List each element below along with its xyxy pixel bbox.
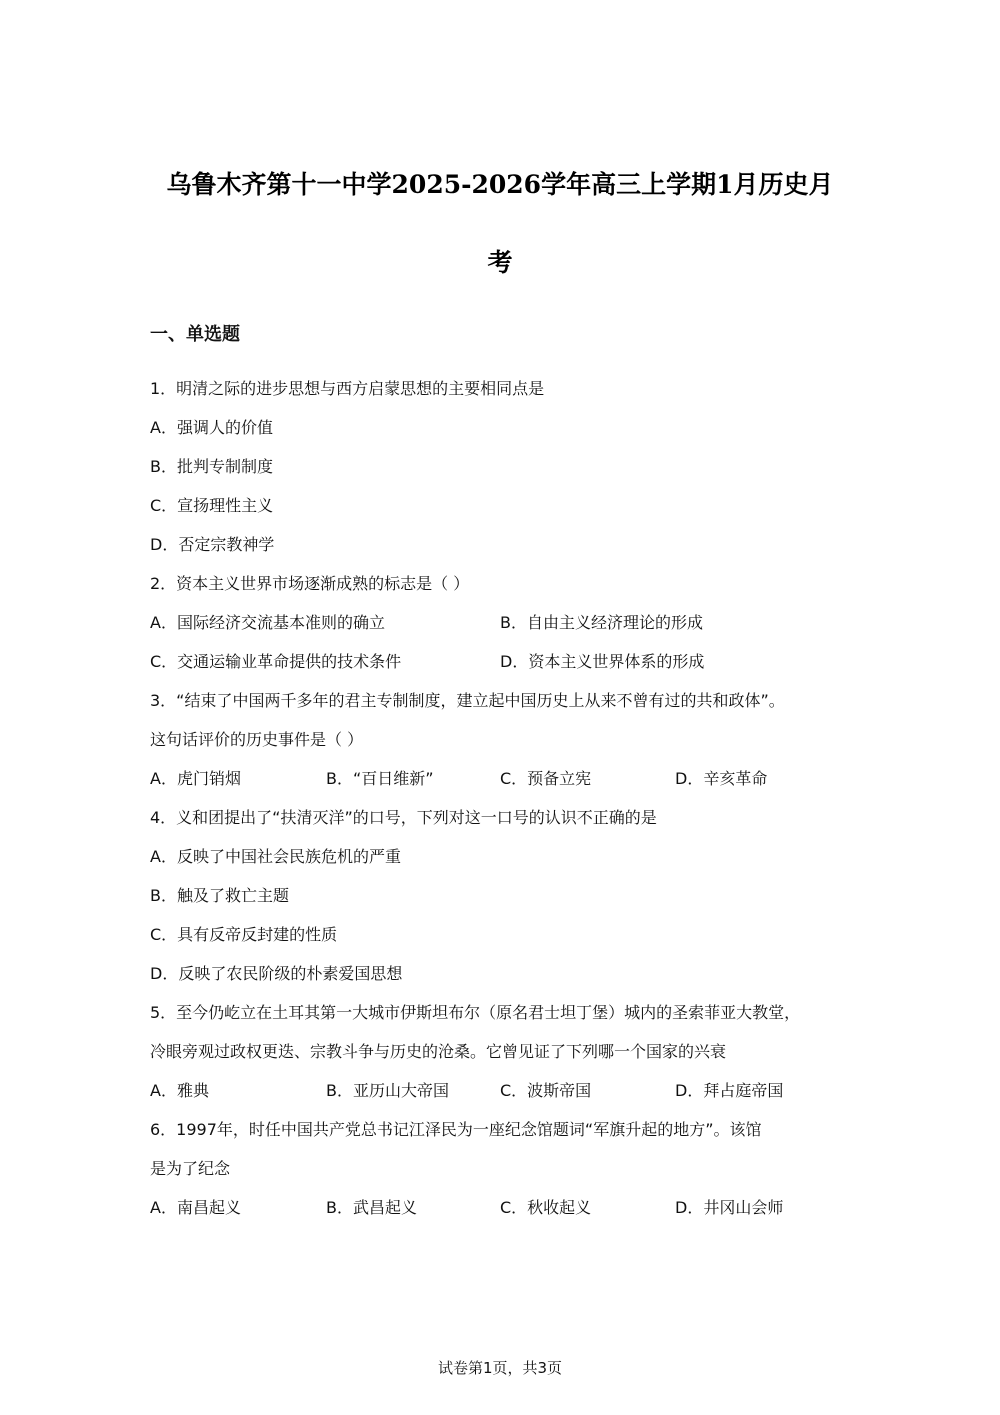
question-3-option-c[interactable]: C．预备立宪 [500,769,592,788]
section-heading: 一、单选题 [150,324,240,345]
question-2-option-a[interactable]: A．国际经济交流基本准则的确立 [150,613,385,632]
question-5-option-d[interactable]: D．拜占庭帝国 [675,1081,784,1100]
question-3-stem-line-2: 这句话评价的历史事件是（ ） [150,730,364,749]
question-1-option-d[interactable]: D．否定宗教神学 [150,535,275,554]
exam-title-line-2: 考 [487,248,513,277]
exam-title-line-1: 乌鲁木齐第十一中学2025-2026学年高三上学期1月历史月 [166,170,834,199]
question-4-option-a[interactable]: A．反映了中国社会民族危机的严重 [150,847,401,866]
question-6-option-b[interactable]: B．武昌起义 [326,1198,417,1217]
question-4-stem: 4．义和团提出了“扶清灭洋”的口号，下列对这一口号的认识不正确的是 [150,808,657,827]
question-6-option-c[interactable]: C．秋收起义 [500,1198,592,1217]
question-5-stem-line-2: 冷眼旁观过政权更迭、宗教斗争与历史的沧桑。它曾见证了下列哪一个国家的兴衰 [150,1042,727,1061]
question-3-stem-line-1: 3．“结束了中国两千多年的君主专制制度，建立起中国历史上从来不曾有过的共和政体”。 [150,691,785,710]
page-footer: 试卷第1页，共3页 [437,1359,563,1377]
question-3-option-d[interactable]: D．辛亥革命 [675,769,768,788]
question-5-option-a[interactable]: A．雅典 [150,1081,209,1100]
question-2-option-b[interactable]: B．自由主义经济理论的形成 [500,613,703,632]
question-6-option-d[interactable]: D．井冈山会师 [675,1198,784,1217]
question-1-option-a[interactable]: A．强调人的价值 [150,418,273,437]
question-2-option-c[interactable]: C．交通运输业革命提供的技术条件 [150,652,402,671]
question-2-option-d[interactable]: D．资本主义世界体系的形成 [500,652,705,671]
question-3-option-b[interactable]: B．“百日维新” [326,769,434,788]
question-6-stem-line-2: 是为了纪念 [150,1159,231,1178]
question-2-stem: 2．资本主义世界市场逐渐成熟的标志是（ ） [150,574,470,593]
question-5-option-c[interactable]: C．波斯帝国 [500,1081,592,1100]
question-4-option-b[interactable]: B．触及了救亡主题 [150,886,289,905]
question-1-option-b[interactable]: B．批判专制制度 [150,457,273,476]
question-3-option-a[interactable]: A．虎门销烟 [150,769,241,788]
question-5-stem-line-1: 5．至今仍屹立在土耳其第一大城市伊斯坦布尔（原名君士坦丁堡）城内的圣索菲亚大教堂， [150,1003,801,1022]
question-1-option-c[interactable]: C．宣扬理性主义 [150,496,274,515]
question-5-option-b[interactable]: B．亚历山大帝国 [326,1081,449,1100]
question-4-option-c[interactable]: C．具有反帝反封建的性质 [150,925,338,944]
question-6-stem-line-1: 6．1997年，时任中国共产党总书记江泽民为一座纪念馆题词“军旗升起的地方”。该馆 [150,1120,762,1139]
question-4-option-d[interactable]: D．反映了农民阶级的朴素爱国思想 [150,964,403,983]
question-6-option-a[interactable]: A．南昌起义 [150,1198,241,1217]
question-1-stem: 1．明清之际的进步思想与西方启蒙思想的主要相同点是 [150,379,545,398]
